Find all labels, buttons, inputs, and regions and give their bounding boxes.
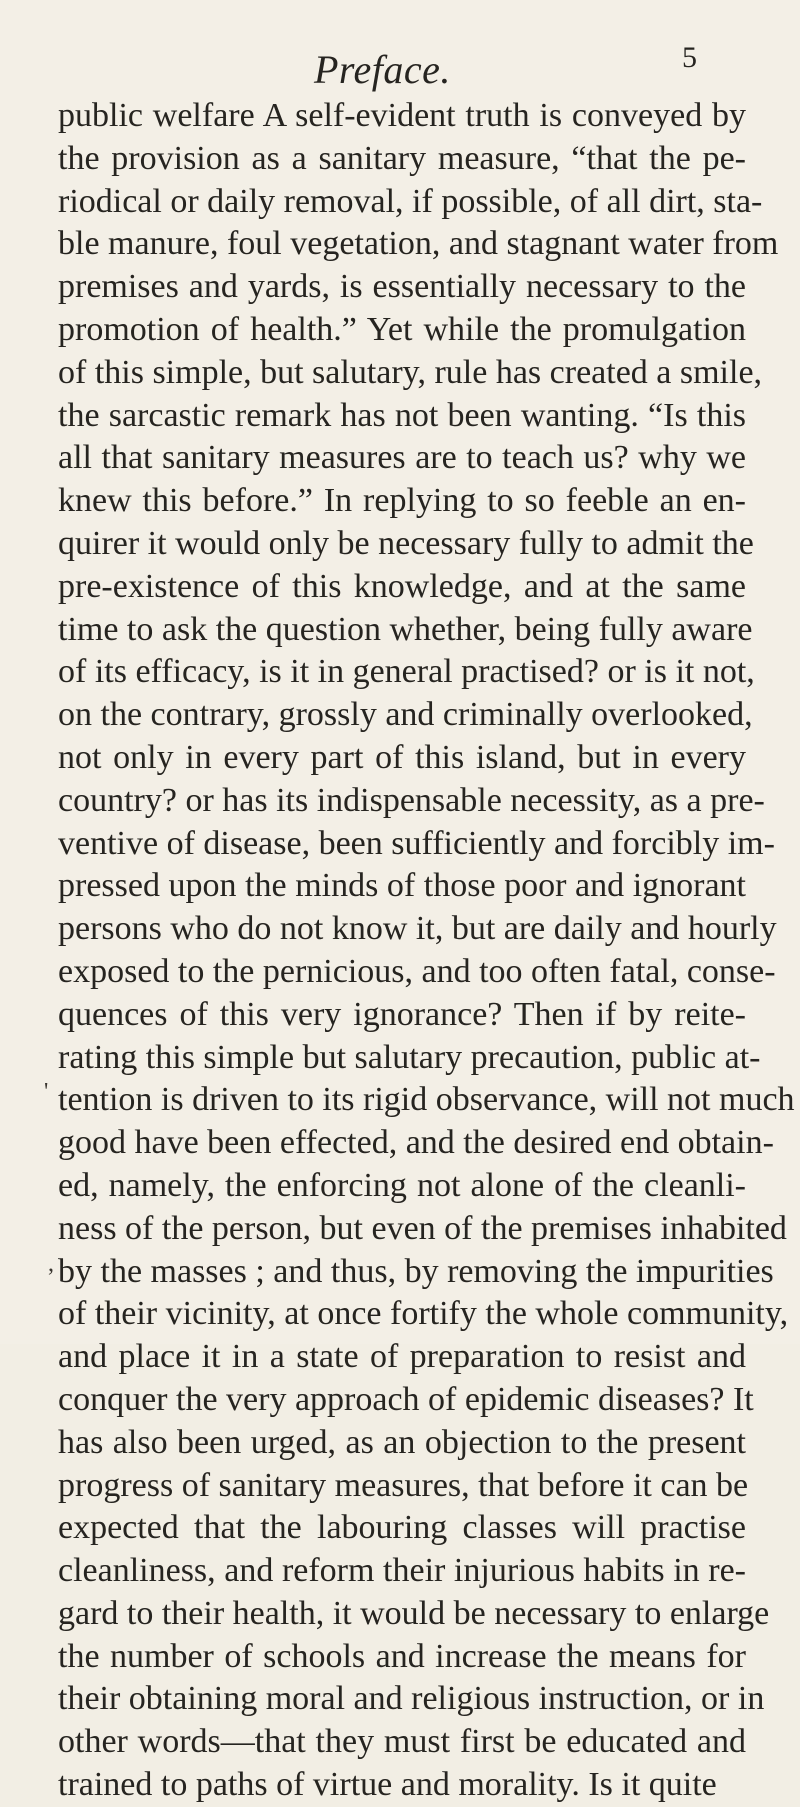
page-number: 5	[682, 41, 697, 74]
margin-mark: ,	[48, 1251, 54, 1277]
text-line: cleanliness, and reform their injurious habits in re-	[58, 1552, 746, 1590]
text-line: quirer it would only be necessary fully to admit the	[58, 524, 754, 562]
text-line: the provision as a sanitary measure, “that the pe-	[58, 139, 746, 177]
text-line: conquer the very approach of epidemic diseases? It	[58, 1380, 754, 1418]
text-line: exposed to the pernicious, and too often fatal, conse-	[58, 952, 776, 990]
text-line: ed, namely, the enforcing not alone of the cleanli-	[58, 1166, 746, 1204]
text-line: ness of the person, but even of the premises inhabited	[58, 1209, 787, 1247]
text-line: not only in every part of this island, but in every	[58, 738, 746, 776]
text-line: quences of this very ignorance? Then if by reite-	[58, 995, 746, 1033]
text-line: of its efficacy, is it in general practised? or is it not,	[58, 653, 755, 691]
text-line: of their vicinity, at once fortify the whole community,	[58, 1295, 789, 1333]
text-line: ble manure, foul vegetation, and stagnant water from	[58, 225, 779, 263]
text-line: the number of schools and increase the means for	[58, 1637, 746, 1675]
text-line: promotion of health.” Yet while the promulgation	[58, 310, 746, 348]
running-title: Preface.	[314, 47, 451, 92]
running-head	[0, 41, 800, 94]
margin-mark: '	[44, 1079, 49, 1105]
text-line: time to ask the question whether, being fully aware	[58, 610, 753, 648]
text-line: has also been urged, as an objection to the present	[58, 1423, 746, 1461]
body-text	[58, 95, 795, 1807]
text-line: gard to their health, it would be necessary to enlarge	[58, 1594, 770, 1632]
text-line: their obtaining moral and religious instruction, or in	[58, 1680, 765, 1718]
text-line: trained to paths of virtue and morality. Is it quite	[58, 1766, 717, 1804]
text-line: knew this before.” In replying to so feeble an en-	[58, 482, 746, 520]
text-line: riodical or daily removal, if possible, of all dirt, sta-	[58, 182, 763, 220]
text-line: country? or has its indispensable necessity, as a pre-	[58, 781, 765, 819]
text-line: pre-existence of this knowledge, and at the same	[58, 567, 746, 605]
text-line: ventive of disease, been sufficiently and forcibly im-	[58, 824, 775, 862]
text-line: of this simple, but salutary, rule has created a smile,	[58, 353, 763, 391]
text-line: good have been effected, and the desired end obtain-	[58, 1124, 774, 1162]
text-line: public welfare A self-evident truth is conveyed by	[58, 97, 746, 134]
text-line: on the contrary, grossly and criminally overlooked,	[58, 696, 753, 734]
text-line: expected that the labouring classes will practise	[58, 1509, 746, 1547]
text-line: the sarcastic remark has not been wanting. “Is this	[58, 396, 746, 434]
text-line: by the masses ; and thus, by removing the impurities	[58, 1252, 774, 1290]
text-line: premises and yards, is essentially necessary to the	[58, 268, 746, 306]
text-line: pressed upon the minds of those poor and ignorant	[58, 867, 746, 905]
text-line: other words—that they must first be educated and	[58, 1723, 746, 1761]
text-line: all that sanitary measures are to teach us? why we	[58, 439, 746, 477]
text-line: persons who do not know it, but are daily and hourly	[58, 910, 777, 948]
text-line: tention is driven to its rigid observance, will not much	[58, 1081, 795, 1119]
text-line: and place it in a state of preparation to resist and	[58, 1338, 746, 1376]
text-line: rating this simple but salutary precaution, public at-	[58, 1038, 761, 1076]
text-line: progress of sanitary measures, that before it can be	[58, 1466, 749, 1504]
